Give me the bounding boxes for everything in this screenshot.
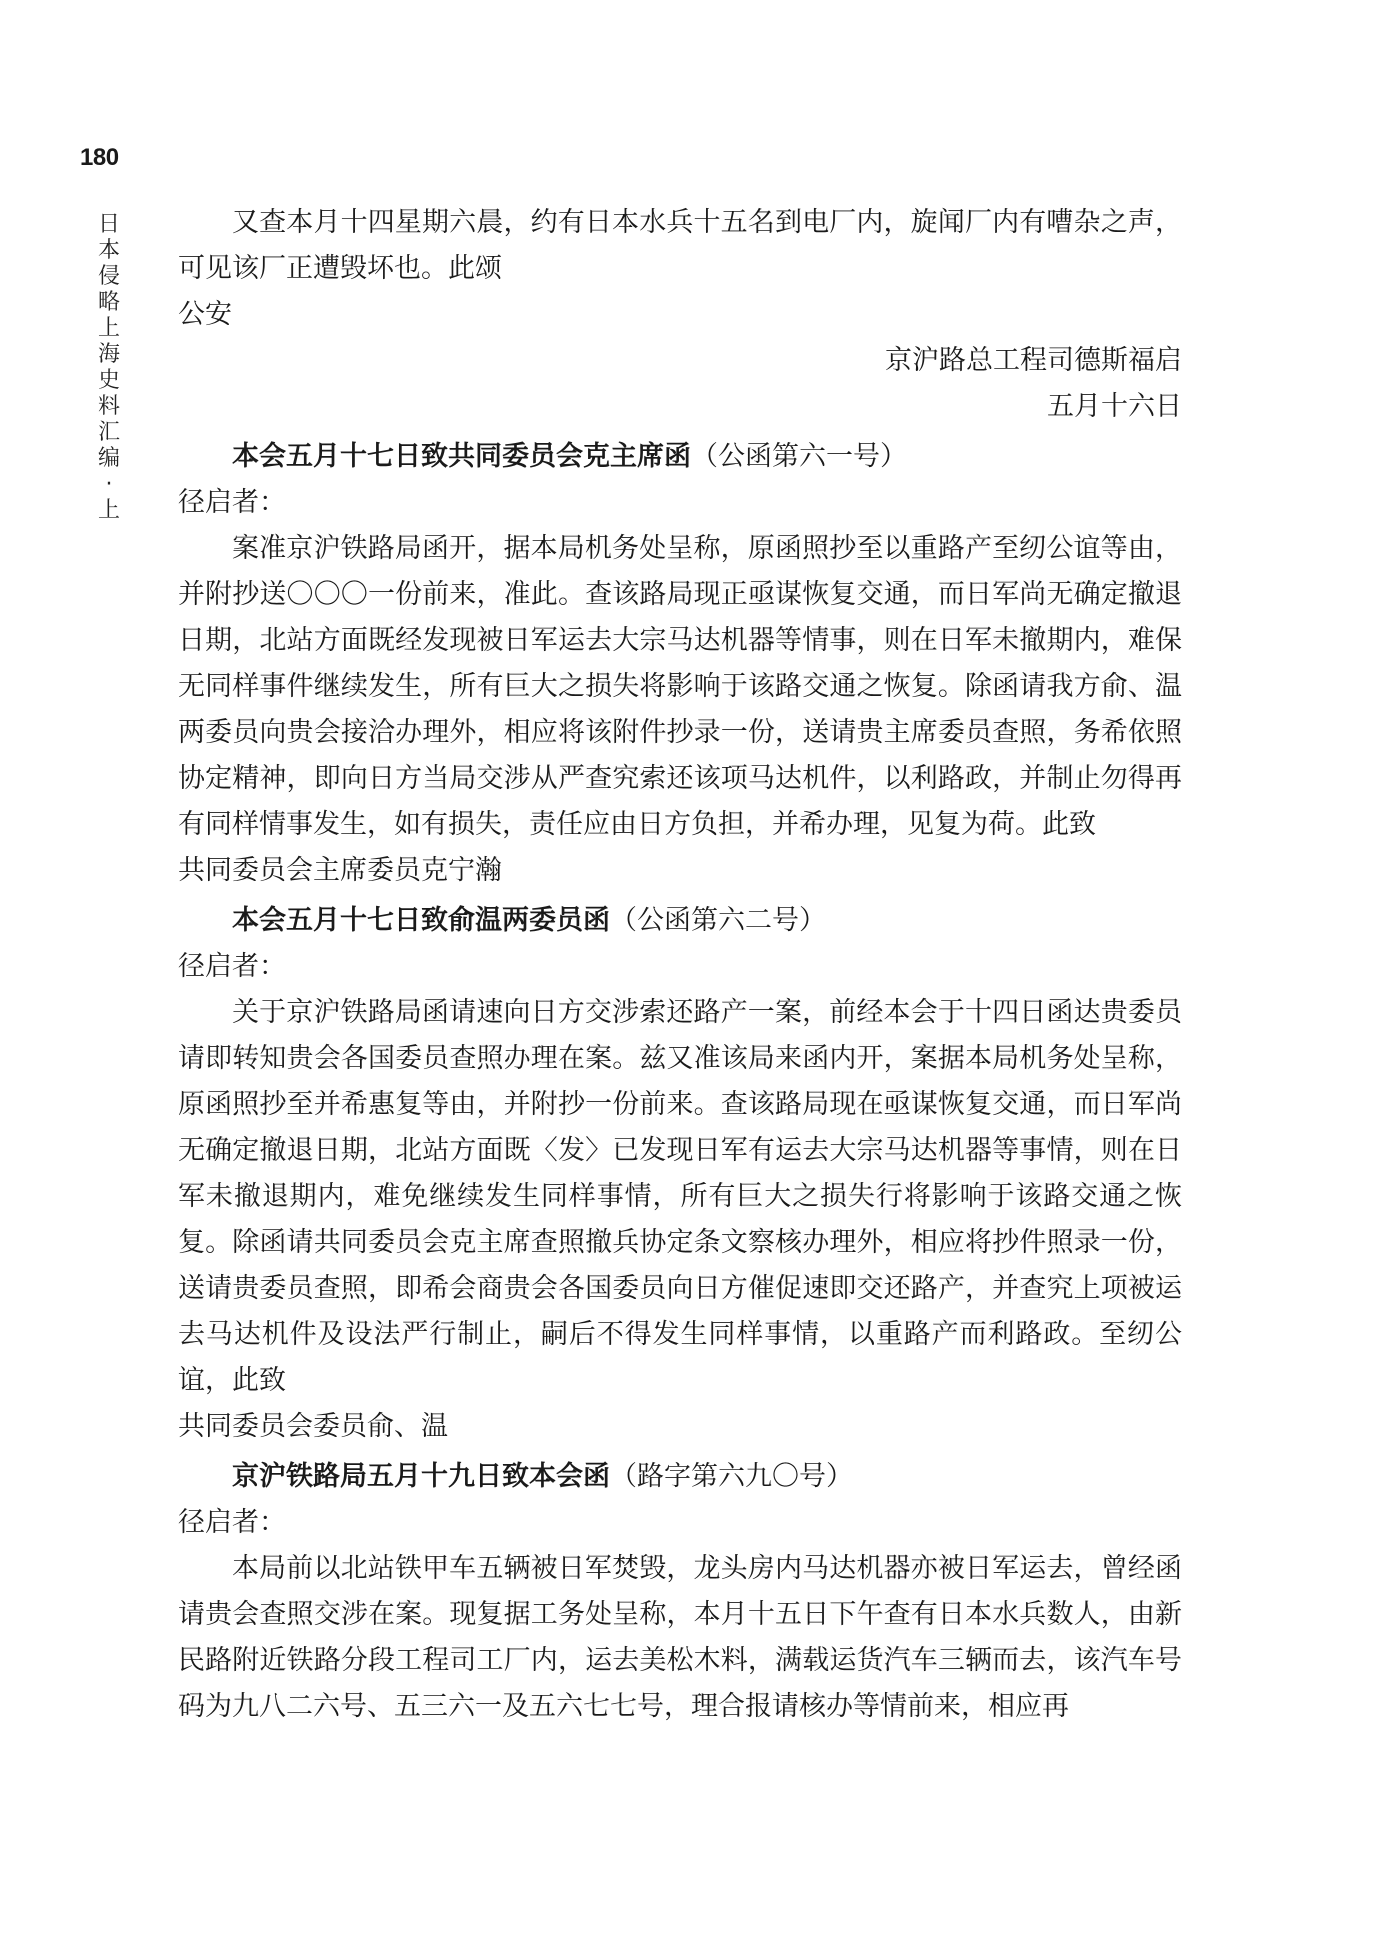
section-heading bbox=[178, 898, 1182, 944]
paragraph: 关于京沪铁路局函请速向日方交涉索还路产一案，前经本会于十四日函达贵委员请即转知贵会各国委员查照办理在案。兹又准该局来函内开，案据本局机务处呈称，原函照抄至并希惠复等由，并附抄一份前来。查该路局现在亟谋恢复交通，而日军尚无确定撤退日期，北站方面既〈发〉已发现日军有运去大宗马达机器等事情，则在日军未撤退期内，难免继续发生同样事情，所有巨大之损失行将影响于该路交通之恢复。除函请共同委员会克主席查照撤兵协定条文察核办理外，相应将抄件照录一份，送请贵委员查照，即希会商贵会各国委员向日方催促速即交还路产，并查究上项被运去马达机件及设法严行制止，嗣后不得发生同样事情，以重路产而利路政。至纫公谊，此致 bbox=[178, 997, 1182, 1396]
opening-line: 径启者： bbox=[178, 487, 286, 518]
addressee: 共同委员会主席委员克宁瀚 bbox=[178, 855, 502, 886]
running-head: 日本侵略上海史料汇编·上 bbox=[97, 212, 120, 523]
heading-title: 本会五月十七日致俞温两委员函 bbox=[232, 905, 610, 936]
opening-line: 径启者： bbox=[178, 951, 286, 982]
addressee: 共同委员会委员俞、温 bbox=[178, 1411, 448, 1442]
heading-title: 本会五月十七日致共同委员会克主席函 bbox=[232, 441, 691, 472]
heading-reference: （路字第六九〇号） bbox=[610, 1461, 853, 1492]
document-body bbox=[178, 200, 1182, 1730]
heading-title: 京沪铁路局五月十九日致本会函 bbox=[232, 1461, 610, 1492]
signature: 京沪路总工程司德斯福启 bbox=[885, 345, 1182, 376]
opening-line: 径启者： bbox=[178, 1507, 286, 1538]
paragraph: 又查本月十四星期六晨，约有日本水兵十五名到电厂内，旋闻厂内有嘈杂之声，可见该厂正遭毁坏也。此颂 bbox=[178, 207, 1182, 284]
heading-reference: （公函第六二号） bbox=[610, 905, 826, 936]
section-heading bbox=[178, 434, 1182, 480]
heading-reference: （公函第六一号） bbox=[691, 441, 907, 472]
section-heading bbox=[178, 1454, 1182, 1500]
paragraph: 本局前以北站铁甲车五辆被日军焚毁，龙头房内马达机器亦被日军运去，曾经函请贵会查照交涉在案。现复据工务处呈称，本月十五日下午查有日本水兵数人，由新民路附近铁路分段工程司工厂内，运去美松木料，满载运货汽车三辆而去，该汽车号码为九八二六号、五三六一及五六七七号，理合报请核办等情前来，相应再 bbox=[178, 1553, 1182, 1722]
paragraph: 案准京沪铁路局函开，据本局机务处呈称，原函照抄至以重路产至纫公谊等由，并附抄送〇〇〇一份前来，准此。查该路局现正亟谋恢复交通，而日军尚无确定撤退日期，北站方面既经发现被日军运去大宗马达机器等情事，则在日军未撤期内，难保无同样事件继续发生，所有巨大之损失将影响于该路交通之恢复。除函请我方俞、温两委员向贵会接洽办理外，相应将该附件抄录一份，送请贵主席委员查照，务希依照协定精神，即向日方当局交涉从严查究索还该项马达机件，以利路政，并制止勿得再有同样情事发生，如有损失，责任应由日方负担，并希办理，见复为荷。此致 bbox=[178, 533, 1182, 840]
salutation: 公安 bbox=[178, 299, 232, 330]
date-line: 五月十六日 bbox=[1047, 391, 1182, 422]
page-number: 180 bbox=[80, 144, 119, 171]
